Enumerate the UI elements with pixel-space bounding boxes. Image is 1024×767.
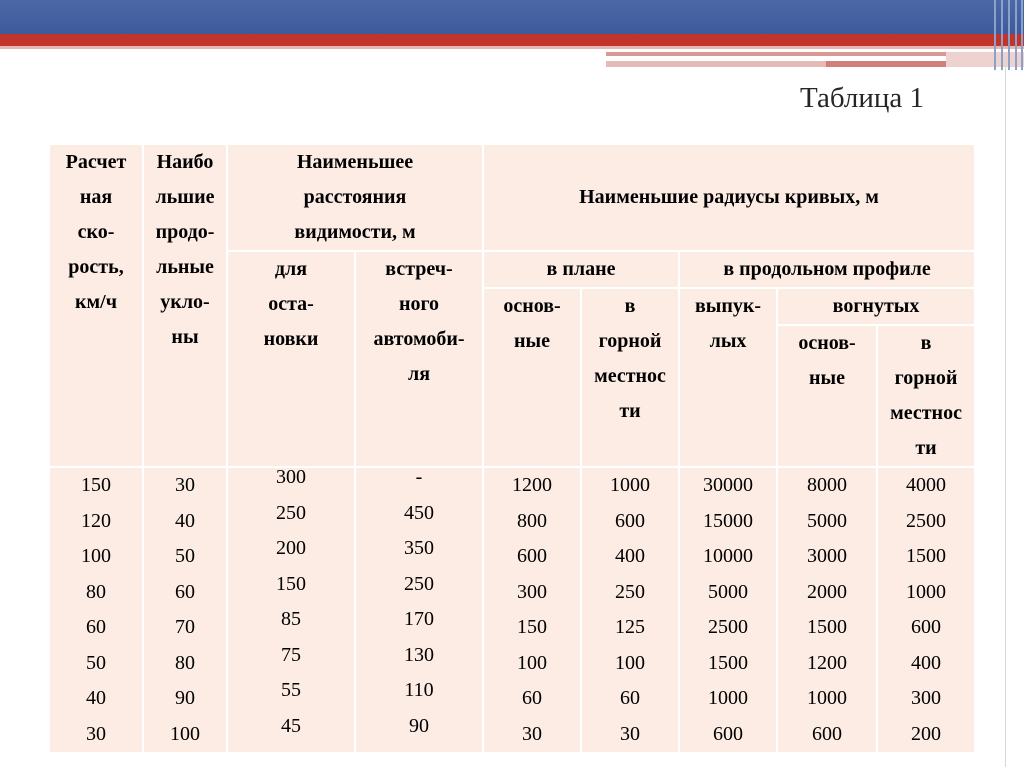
header-concave: вогнутых	[778, 289, 974, 324]
header-stripes	[992, 0, 1024, 70]
header-blue-bar	[0, 0, 1024, 34]
column-concave-main-values: 8000 5000 3000 2000 1500 1200 1000 600	[778, 468, 876, 752]
column-stop-values: 300 250 200 150 85 75 55 45	[228, 468, 354, 752]
header-oncoming: встреч- ного автомоби- ля	[356, 252, 482, 466]
slide-edge-line	[1005, 60, 1006, 767]
column-grade-values: 30 40 50 60 70 80 90 100	[144, 468, 226, 752]
header-radii: Наименьшие радиусы кривых, м	[484, 145, 974, 250]
column-convex-values: 30000 15000 10000 5000 2500 1500 1000 600	[680, 468, 776, 752]
header-visibility: Наименьшее расстояния видимости, м	[228, 145, 482, 250]
column-speed-values: 150 120 100 80 60 50 40 30	[50, 468, 142, 752]
column-plan-main-values: 1200 800 600 300 150 100 60 30	[484, 468, 580, 752]
header-profile: в продольном профиле	[680, 252, 974, 287]
header-plan-main: основ- ные	[484, 289, 580, 466]
header-concave-mountain: в горной местнос ти	[878, 326, 974, 466]
header-plan: в плане	[484, 252, 678, 287]
header-convex: выпук- лых	[680, 289, 776, 466]
header-red-bar	[0, 34, 1024, 46]
header-plan-mountain: в горной местнос ти	[582, 289, 678, 466]
header-speed: Расчет ная ско- рость, км/ч	[50, 145, 142, 466]
header-red-thin-bar	[0, 46, 1024, 49]
column-concave-mountain-values: 4000 2500 1500 1000 600 400 300 200	[878, 468, 974, 752]
road-design-table	[48, 143, 976, 754]
column-oncoming-values: - 450 350 250 170 130 110 90	[356, 468, 482, 752]
column-plan-mountain-values: 1000 600 400 250 125 100 60 30	[582, 468, 678, 752]
table-caption: Таблица 1	[800, 82, 925, 114]
header-grade: Наибо льшие продо- льные укло- ны	[144, 145, 226, 466]
header-concave-main: основ- ные	[778, 326, 876, 466]
header-stop: для оста- новки	[228, 252, 354, 466]
